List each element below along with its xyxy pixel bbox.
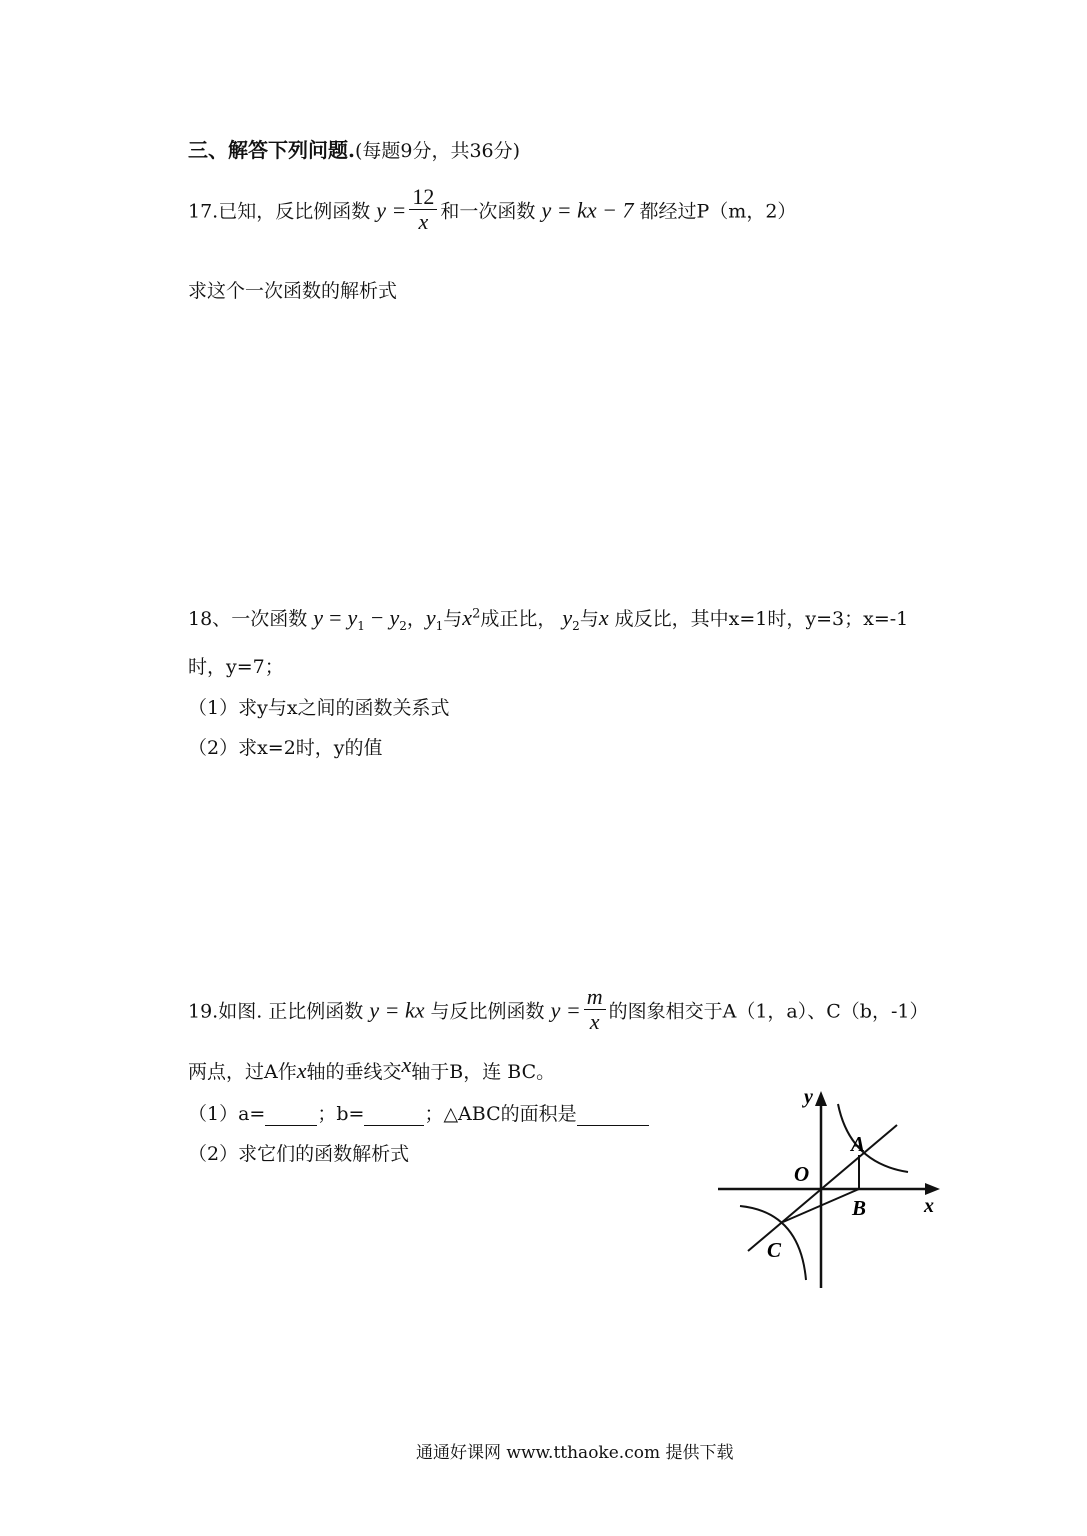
q19-sub1-b-label: ；b= xyxy=(317,1103,365,1125)
q18-p-x2: x xyxy=(598,605,609,630)
q19-figure xyxy=(700,1075,960,1300)
q19-text-3: 的图象相交于A（1，a）、C（b，-1） xyxy=(608,1000,929,1023)
label-c: C xyxy=(767,1238,782,1262)
q18-subquestion-2: （2）求x=2时，y的值 xyxy=(188,737,383,759)
q18-p-y2: y xyxy=(562,605,573,630)
answer-blank-a[interactable] xyxy=(265,1105,317,1126)
label-y: y xyxy=(804,1086,813,1108)
q17-text-3: 都经过P（m，2） xyxy=(639,200,797,223)
q18-eq-sub2: 2 xyxy=(399,618,407,633)
q17-line2: 求这个一次函数的解析式 xyxy=(188,280,398,302)
q18-subquestion-1: （1）求y与x之间的函数关系式 xyxy=(188,697,450,719)
q18-eq-y2: y xyxy=(389,605,400,630)
q18-p-sub1: 1 xyxy=(435,618,444,633)
section-note: (每题9分，共36分) xyxy=(354,140,521,162)
q18-p-sub2: 2 xyxy=(572,618,580,633)
q19-frac-den: x xyxy=(589,1009,600,1034)
q18-eq-minus: − xyxy=(370,605,384,630)
q19-line1 xyxy=(188,984,929,1037)
q19-line2-x2: x xyxy=(401,1052,412,1077)
q19-eq1: y = kx xyxy=(369,997,425,1023)
label-a: A xyxy=(851,1132,866,1156)
q19-number: 19. xyxy=(188,1000,219,1023)
q17-text-1: 已知，反比例函数 xyxy=(218,200,371,223)
q18-eq-equals: = xyxy=(329,605,342,630)
q19-line2-x1: x xyxy=(296,1058,307,1083)
q19-eq2-lhs: y = xyxy=(550,997,581,1023)
q19-line2-c: 轴于B，连 BC。 xyxy=(411,1061,556,1083)
answer-blank-area[interactable] xyxy=(577,1105,649,1126)
page-footer: 通通好课网 www.tthaoke.com 提供下载 xyxy=(416,1443,734,1463)
q18-eq-sub1: 1 xyxy=(357,618,365,633)
q18-text-3: 成反比，其中x=1时，y=3；x=-1 xyxy=(614,608,909,630)
hyperbola-branch-upper xyxy=(838,1104,908,1172)
y-axis-arrow-icon xyxy=(815,1091,827,1106)
q18-with2: 与 xyxy=(579,608,599,630)
answer-blank-b[interactable] xyxy=(364,1105,424,1126)
q18-number: 18、 xyxy=(188,608,232,630)
q17-eq2: y = kx − 7 xyxy=(541,197,634,223)
q17-frac-den: x xyxy=(418,209,429,234)
label-b: B xyxy=(852,1196,867,1220)
q17-frac-num: 12 xyxy=(409,185,437,210)
q18-text-2: 成正比， xyxy=(480,608,557,630)
q17-fraction xyxy=(409,185,437,234)
section-title: 三、解答下列问题. xyxy=(188,138,355,162)
label-x: x xyxy=(924,1195,934,1217)
q18-line1 xyxy=(188,604,908,633)
q18-comma: ， xyxy=(406,608,426,630)
q18-eq-y1: y xyxy=(347,605,358,630)
q18-eq-y: y xyxy=(313,605,324,630)
q17-line1 xyxy=(188,184,797,237)
q18-line2: 时，y=7； xyxy=(188,656,284,678)
section-heading xyxy=(188,134,520,163)
q19-fraction xyxy=(584,985,606,1034)
q18-with1: 与 xyxy=(443,608,463,630)
q18-text-1: 一次函数 xyxy=(231,608,308,630)
q19-subquestion-2: （2）求它们的函数解析式 xyxy=(188,1143,410,1165)
q18-p-y1: y xyxy=(425,605,436,630)
q17-eq1-lhs: y = xyxy=(376,197,407,223)
label-o: O xyxy=(794,1162,810,1186)
x-axis-arrow-icon xyxy=(925,1183,940,1195)
q17-text-2: 和一次函数 xyxy=(440,200,536,223)
q18-p-x: x xyxy=(462,605,473,630)
q19-line2-b: 轴的垂线交 xyxy=(306,1061,402,1083)
q19-frac-num: m xyxy=(584,985,606,1010)
q19-sub1-c-label: ；△ABC的面积是 xyxy=(424,1103,577,1125)
q19-text-1: 如图. 正比例函数 xyxy=(218,1000,364,1023)
q19-line2-a: 两点，过A作 xyxy=(188,1061,297,1083)
q19-line2 xyxy=(188,1052,556,1084)
q19-sub1-a-label: （1）a= xyxy=(188,1103,266,1125)
q19-subquestion-1 xyxy=(188,1099,649,1126)
q17-number: 17. xyxy=(188,200,219,223)
q18-p-sup: 2 xyxy=(472,606,481,622)
q19-text-2: 与反比例函数 xyxy=(430,1000,545,1023)
